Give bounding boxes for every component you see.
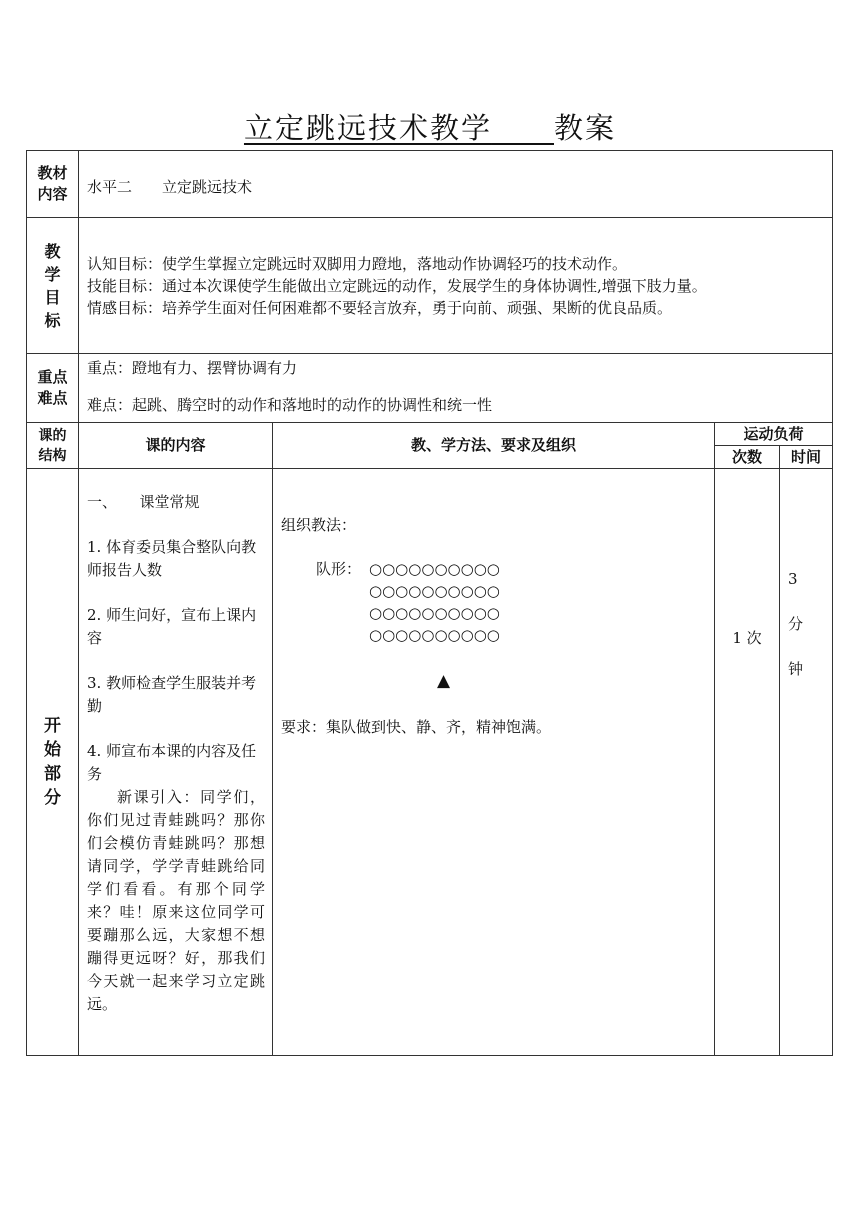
requirement-text: 要求：集队做到快、静、齐，精神饱满。 [281,718,552,736]
goal-cognitive: 认知目标：使学生掌握立定跳远时双脚用力蹬地，落地动作协调轻巧的技术动作。 [87,255,628,273]
label-goals: 教学目标 [27,218,79,354]
formation-label: 队形： [316,560,362,578]
focus-point: 重点：蹬地有力、摆臂协调有力 [87,359,298,377]
section-content [79,469,273,1056]
title-blank [492,111,554,145]
title-main: 立定跳远技术教学 [243,111,492,145]
method-title: 组织教法： [281,516,357,534]
row-key-points [27,354,833,423]
material-value: 水平二 立定跳远技术 [79,151,833,218]
time-line: 钟 [788,660,804,678]
row-start-section [27,469,833,1056]
key-points-text [79,354,833,423]
header-time: 时间 [780,446,833,469]
formation-row: ○○○○○○○○○○ [369,626,500,644]
document-title [0,106,860,147]
title-suffix: 教案 [554,111,617,145]
content-item-3: 3. 教师检查学生服装并考勤 [87,674,257,715]
label-key-points: 重点难点 [27,354,79,423]
formation-row: ○○○○○○○○○○ [369,582,500,600]
goal-skill: 技能目标：通过本次课使学生能做出立定跳远的动作，发展学生的身体协调性,增强下肢力量。 [87,277,707,295]
teacher-mark: ▲ [437,671,451,691]
content-item-2: 2. 师生问好，宣布上课内容 [87,606,257,647]
time-line: 3 [788,570,798,588]
formation-grid [369,558,500,646]
load-count: 1 次 [715,469,780,1056]
difficulty-point: 难点：起跳、腾空时的动作和落地时的动作的协调性和统一性 [87,396,493,414]
row-header [27,423,833,446]
row-goals [27,218,833,354]
lesson-plan-table [26,150,833,1056]
header-count: 次数 [715,446,780,469]
label-start-section: 开始部分 [27,469,79,1056]
goals-text [79,218,833,354]
header-method: 教、学方法、要求及组织 [273,423,715,469]
section-method [273,469,715,1056]
header-content: 课的内容 [79,423,273,469]
content-item-4: 4. 师宣布本课的内容及任务 [87,742,257,783]
label-material: 教材内容 [27,151,79,218]
header-load: 运动负荷 [715,423,833,446]
formation-row: ○○○○○○○○○○ [369,560,500,578]
content-intro: 新课引入：同学们，你们见过青蛙跳吗？那你们会模仿青蛙跳吗？那想请同学，学学青蛙跳给同学们看看。有那个同学来？哇！原来这位同学可要蹦那么远，大家想不想蹦得更远呀？好，那我们今天就一起来学习立定跳远。 [87,788,265,1013]
goal-emotion: 情感目标：培养学生面对任何困难都不要轻言放弃，勇于向前、顽强、果断的优良品质。 [87,299,673,317]
content-routine: 一、 课堂常规 [87,493,200,511]
row-material [27,151,833,218]
header-structure: 课的结构 [27,423,79,469]
formation-row: ○○○○○○○○○○ [369,604,500,622]
time-line: 分 [788,615,804,633]
load-time [780,469,833,1056]
content-item-1: 1. 体育委员集合整队向教师报告人数 [87,538,257,579]
